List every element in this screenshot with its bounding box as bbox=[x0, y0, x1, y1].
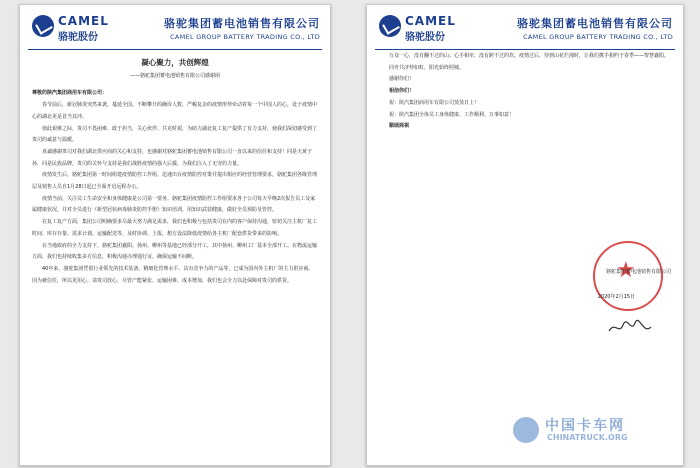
camel-logo-icon bbox=[32, 15, 54, 37]
letterhead bbox=[20, 11, 330, 49]
closing-line: 祝：陕汽集团商用车有限公司蒸蒸日上！ bbox=[389, 99, 480, 106]
paragraph: 感谢你们！ bbox=[389, 76, 415, 83]
company-name-cn: 骆驼集团蓄电池销售有限公司 bbox=[164, 17, 320, 30]
letter-salutation: 尊敬的陕汽集团商用车有限公司： bbox=[32, 90, 108, 97]
brand-name-en: CAMEL bbox=[58, 14, 109, 28]
letter-subtitle: ——骆驼集团蓄电池销售有限公司感谢函 bbox=[129, 72, 220, 79]
camel-logo-icon bbox=[379, 15, 401, 37]
handwritten-signature-icon bbox=[607, 317, 653, 339]
watermark-cn: 中国卡车网 bbox=[545, 418, 625, 434]
letter-body-1 bbox=[32, 51, 318, 459]
paragraph: 疫情发生后，骆驼集团第一时间组建疫情防控工作组，迅速出台疫情防控对策并提出相应的经营管理要求，骆驼集团各级管理层及销售人员自1月28日起已全面开启远程办公。 bbox=[32, 172, 318, 191]
chinatruck-watermark bbox=[513, 413, 673, 447]
paragraph: 40年来，骆驼集团凭借行业领先的技术装备、精细化管理水平、具有竞争力的产品等，已成为国内外主机厂的主力供应商。因为被信任，所以更用心。请贵司放心，尽管产能紧张、运输困难、成本增加，我们也会全力以赴保障对贵司的供货。 bbox=[32, 265, 314, 284]
closing-regards: 顺颂商祺 bbox=[389, 123, 410, 130]
paragraph: 同舟共济势如虹，阳光始终照城。 bbox=[389, 64, 465, 71]
company-name-en: CAMEL GROUP BATTERY TRADING CO., LTD bbox=[523, 33, 673, 41]
brand-name-cn: 骆驼股份 bbox=[58, 32, 98, 43]
paragraph: 在复工复产方面，集团公司明确要求尽最大努力满足需求，我们也积极与包括贵司在内的客户保持沟通，密切关注主机厂复工时间、库存存量、需求计划、运输配送等，及时协调、上报，想方设法降低疫情给各主机厂配套供货带来的影响。 bbox=[32, 219, 318, 237]
letter-date: 2020年2月15日 bbox=[597, 294, 635, 300]
letter-page-1 bbox=[19, 4, 331, 466]
paragraph: 真诚感谢贵司对我们湖北供应商的关心和支持，也感谢对骆驼集团蓄电池销售有限公司一直以来的信任和支持！同是天黄子孙，同是民族品牌，贵司的关怀与支持是我们战胜疫情的强大后援，为我们注入了无穷的力量。 bbox=[32, 148, 313, 167]
company-name-en: CAMEL GROUP BATTERY TRADING CO., LTD bbox=[170, 33, 320, 41]
closing-line: 祝：陕汽集团全体员工身体健康、工作顺利、万事如意！ bbox=[389, 111, 515, 118]
company-seal-icon bbox=[593, 241, 663, 311]
letter-page-2 bbox=[366, 4, 684, 466]
brand-name-cn: 骆驼股份 bbox=[405, 32, 445, 43]
signer-name: 骆驼集团蓄电池销售有限公司 bbox=[605, 269, 671, 275]
paragraph: 春节前后，新冠肺炎突然来袭，蔓延全国。不断攀升的确诊人数，严峻复杂的疫情形势牵动着每一个中国人的心，处于疫情中心的湖北更是首当其冲。 bbox=[32, 102, 318, 120]
watermark-logo-icon bbox=[513, 417, 539, 443]
letterhead bbox=[367, 11, 683, 49]
paragraph: 万众一心，没有翻不过的山；心手相牵，没有跨不过的坎。疫情过后，待到山花烂漫时，让我们携手相约于春季——智慧襄阳。 bbox=[389, 53, 670, 59]
paragraph: 值此艰难之际，贵司不畏困难、敢于担当，关心伙伴、共克时艰，为助力湖北复工复产提供了有力支持，使我们深切感受到了贵司的诚意与温暖。 bbox=[32, 125, 318, 144]
paragraph: 疫情当前，关注员工生命安全和身体健康是公司第一要务。骆驼集团疫情防控工作组要求各子公司每天早晚2次报告员工及家属健康状况，并对全员进行《新型冠状病毒肺炎防控手册》知识培训，用知识武装健康，做好全员预防及管控。 bbox=[32, 195, 316, 214]
thanks-line: 相信你们！ bbox=[389, 88, 415, 95]
brand-name-en: CAMEL bbox=[405, 14, 456, 28]
company-name-cn: 骆驼集团蓄电池销售有限公司 bbox=[517, 17, 673, 30]
header-divider bbox=[375, 49, 675, 50]
watermark-en: CHINATRUCK.ORG bbox=[547, 433, 628, 442]
paragraph: 在当地政府的全力支持下，骆驼集团襄阳、扬州、柳州等基地已经部分开工，其中扬州、柳州工厂基本全部开工。在物流运输方面，我们也持续收集多方信息，积极沟通办理通行证，确保运输不间断。 bbox=[32, 242, 318, 261]
header-divider bbox=[28, 49, 322, 50]
letter-title: 凝心聚力，共创辉煌 bbox=[141, 58, 209, 67]
